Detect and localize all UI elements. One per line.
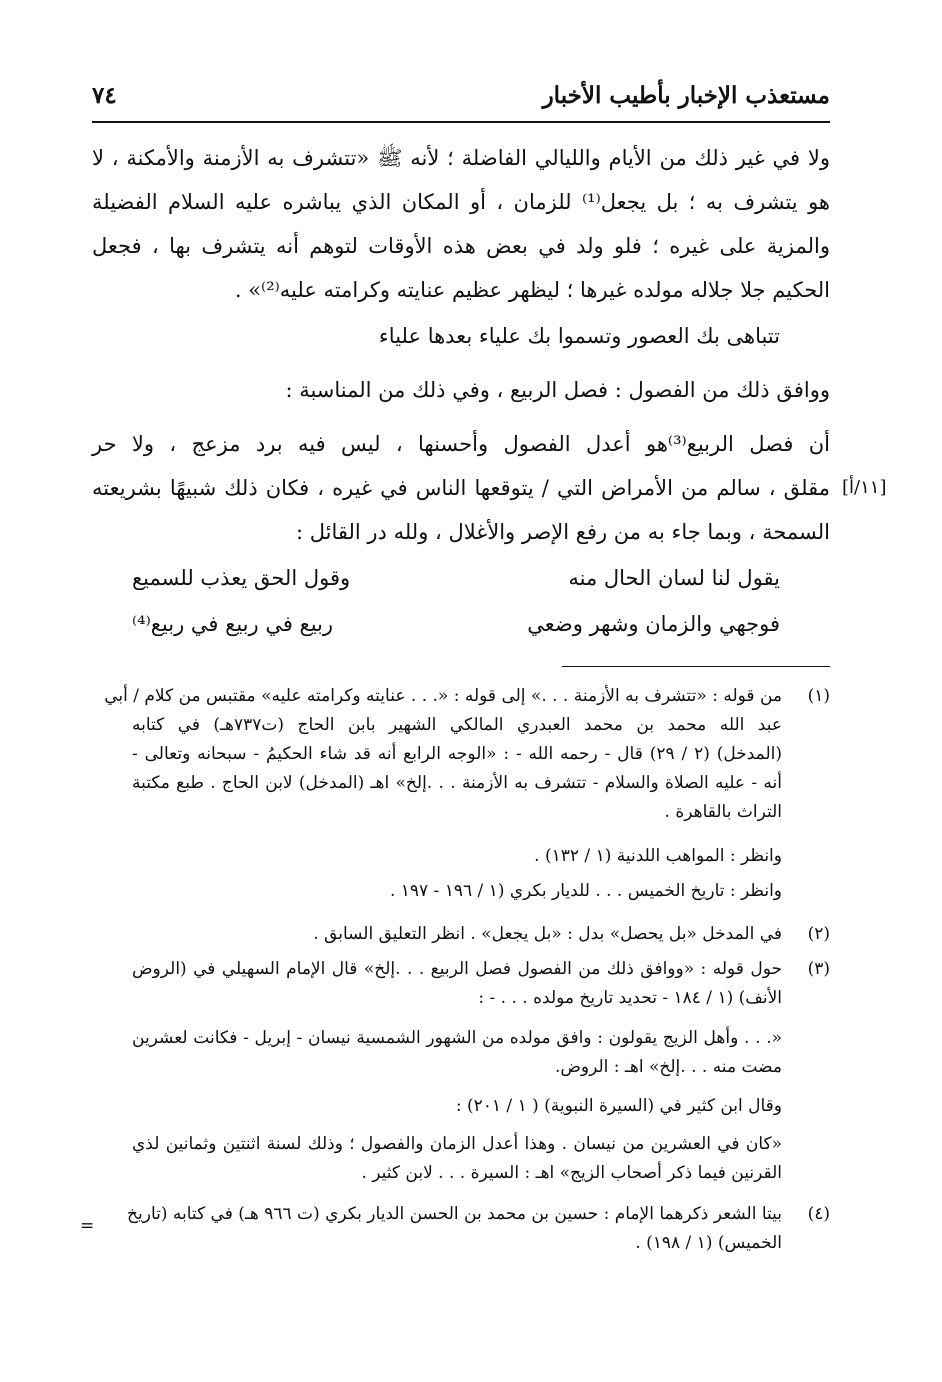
verse-hemistich-right: فوجهي والزمان وشهر وضعي — [527, 612, 780, 636]
footnote-number: (٤) — [807, 1204, 830, 1224]
body-line: ووافق ذلك من الفصول : فصل الربيع ، وفي ذلك من المناسبة : — [285, 378, 830, 402]
footnote-line: بيتا الشعر ذكرهما الإمام : حسين بن محمد بن الحسن الديار بكري (ت ٩٦٦ هـ) في كتابه (تاريخ — [127, 1204, 782, 1224]
verse-hemistich-left: وقول الحق يعذب للسميع — [132, 566, 351, 590]
footnote-line: في المدخل «بل يحصل» بدل : «بل يجعل» . انظر التعليق السابق . — [313, 924, 782, 944]
footnote-line: عبد الله محمد بن محمد العبدري المالكي الشهير بابن الحاج (ت٧٣٧هـ) في كتابه — [132, 715, 782, 735]
footnote-number: (١) — [807, 686, 830, 706]
body-line: مقلق ، سالم من الأمراض التي / يتوقعها الناس في غيره ، فكان ذلك شبيهًا بشريعته — [92, 476, 830, 500]
footnote-line: من قوله : «تتشرف به الأزمنة . . .» إلى قوله : «. . . عنايته وكرامته عليه» مقتبس من كلام / أبي — [104, 686, 782, 706]
footnote-line: وانظر : المواهب اللدنية (١ / ١٣٢) . — [534, 846, 782, 866]
footnote-line: «. . . وأهل الزيج يقولون : وافق مولده من الشهور الشمسية نيسان - إبريل - فكانت لعشرين — [132, 1028, 782, 1048]
footnote-line: الخميس) (١ / ١٩٨) . — [635, 1233, 782, 1253]
footnote-line: حول قوله : «ووافق ذلك من الفصول فصل الربيع . . .إلخ» قال الإمام السهيلي في (الروض — [132, 959, 782, 979]
verse-hemistich-right: يقول لنا لسان الحال منه — [568, 566, 780, 590]
footnote-line: مضت منه . . .إلخ» اهـ : الروض. — [554, 1057, 782, 1077]
body-line: أن فصل الربيع⁽³⁾هو أعدل الفصول وأحسنها ، ليس فيه برد مزعج ، ولا حر — [92, 432, 830, 456]
body-line: هو يتشرف به ؛ بل يجعل⁽¹⁾ للزمان ، أو المكان الذي يباشره عليه السلام الفضيلة — [92, 190, 830, 214]
footnote-line: وانظر : تاريخ الخميس . . . للديار بكري (١ / ١٩٦ - ١٩٧ . — [389, 881, 782, 901]
footnote-line: الأنف) (١ / ١٨٤ - تحديد تاريخ مولده . . . - : — [478, 988, 782, 1008]
folio-marker: [١١/أ] — [842, 477, 887, 498]
footnote-line: التراث بالقاهرة . — [664, 802, 782, 822]
continuation-mark: = — [80, 1216, 95, 1236]
footnote-line: القرنين فيما ذكر أصحاب الزيج» اهـ : السيرة . . . لابن كثير . — [361, 1163, 782, 1183]
footnote-line: «كان في العشرين من نيسان . وهذا أعدل الزمان والفصول ؛ وذلك لسنة اثنتين وثمانين لذي — [132, 1134, 782, 1154]
page-number: ٧٤ — [92, 82, 117, 109]
body-line: الحكيم جلا جلاله مولده غيرها ؛ ليظهر عظيم عنايته وكرامته عليه⁽²⁾» . — [234, 278, 830, 302]
footnote-separator — [562, 666, 830, 667]
footnote-line: أنه - عليه الصلاة والسلام - تتشرف به الأزمنة . . .إلخ» اهـ (المدخل) لابن الحاج . طبع مكتبة — [132, 773, 782, 793]
body-line: ولا في غير ذلك من الأيام والليالي الفاضلة ؛ لأنه ﷺ «تتشرف به الأزمنة والأمكنة ، لا — [92, 146, 830, 170]
book-title: مستعذب الإخبار بأطيب الأخبار — [542, 82, 830, 109]
running-header — [92, 78, 830, 118]
body-line: والمزية على غيره ؛ فلو ولد في بعض هذه الأوقات لتوهم أنه يتشرف بها ، فجعل — [92, 234, 830, 258]
footnote-line: (المدخل) (٢ / ٢٩) قال - رحمه الله - : «الوجه الرابع أنه قد شاء الحكيمُ - سبحانه وتعالى - — [132, 744, 782, 764]
header-rule — [92, 121, 830, 123]
footnote-number: (٣) — [807, 959, 830, 979]
body-line: السمحة ، وبما جاء به من رفع الإصر والأغلال ، ولله در القائل : — [295, 520, 830, 544]
verse-line: تتباهى بك العصور وتسموا بك علياء بعدها علياء — [378, 324, 780, 348]
footnote-line: وقال ابن كثير في (السيرة النبوية) ( ١ / ٢٠١) : — [455, 1096, 782, 1116]
footnote-number: (٢) — [807, 924, 830, 944]
verse-hemistich-left: ربيع في ربيع في ربيع⁽⁴⁾ — [132, 612, 334, 636]
